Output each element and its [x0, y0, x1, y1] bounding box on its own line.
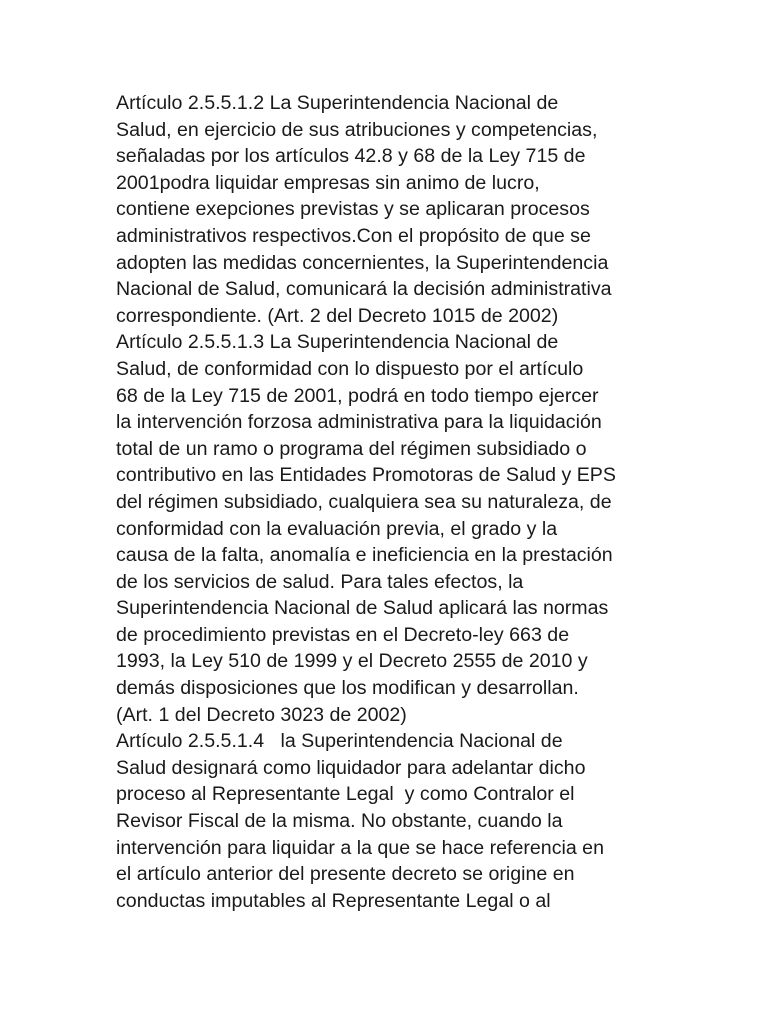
text-line: de procedimiento previstas en el Decreto-ley 663 de [116, 623, 570, 646]
text-line: (Art. 1 del Decreto 3023 de 2002) [116, 703, 407, 726]
text-line: Nacional de Salud, comunicará la decisión administrativa [116, 278, 612, 301]
text-line: 1993, la Ley 510 de 1999 y el Decreto 2555 de 2010 y [116, 650, 588, 673]
text-line: Artículo 2.5.5.1.2 La Superintendencia Nacional de [116, 92, 559, 114]
text-line: administrativos respectivos.Con el propósito de que se [116, 224, 591, 247]
text-line: total de un ramo o programa del régimen subsidiado o [116, 437, 587, 460]
text-line: Artículo 2.5.5.1.3 La Superintendencia Nacional de [116, 331, 559, 354]
text-line: del régimen subsidiado, cualquiera sea su naturaleza, de [116, 490, 612, 513]
text-line: demás disposiciones que los modifican y desarrollan. [116, 677, 579, 700]
text-line: contiene exepciones previstas y se aplicaran procesos [116, 198, 590, 221]
text-line: conductas imputables al Representante Legal o al [116, 889, 551, 912]
text-line: adopten las medidas concernientes, la Superintendencia [116, 251, 609, 274]
text-line: Superintendencia Nacional de Salud aplicará las normas [116, 597, 609, 620]
text-line: de los servicios de salud. Para tales efectos, la [116, 570, 524, 593]
text-line: el artículo anterior del presente decreto se origine en [116, 863, 575, 886]
text-line: 68 de la Ley 715 de 2001, podrá en todo tiempo ejercer [116, 384, 599, 407]
text-line: causa de la falta, anomalía e ineficiencia en la prestación [116, 544, 613, 567]
text-line: intervención para liquidar a la que se hace referencia en [116, 836, 604, 859]
text-line: Artículo 2.5.5.1.4 la Superintendencia Nacional de [116, 730, 563, 753]
text-line: 2001podra liquidar empresas sin animo de lucro, [116, 171, 540, 194]
document-body [116, 90, 661, 914]
text-line: Revisor Fiscal de la misma. No obstante, cuando la [116, 810, 563, 833]
text-line: proceso al Representante Legal y como Contralor el [116, 783, 575, 806]
text-line: Salud, en ejercicio de sus atribuciones y competencias, [116, 118, 598, 141]
text-line: conformidad con la evaluación previa, el grado y la [116, 517, 558, 540]
text-line: la intervención forzosa administrativa para la liquidación [116, 411, 602, 434]
text-line: correspondiente. (Art. 2 del Decreto 1015 de 2002) [116, 304, 559, 327]
text-line: Salud, de conformidad con lo dispuesto por el artículo [116, 357, 584, 380]
text-line: contributivo en las Entidades Promotoras de Salud y EPS [116, 464, 616, 487]
text-line: señaladas por los artículos 42.8 y 68 de la Ley 715 de [116, 145, 586, 168]
text-line: Salud designará como liquidador para adelantar dicho [116, 756, 586, 779]
